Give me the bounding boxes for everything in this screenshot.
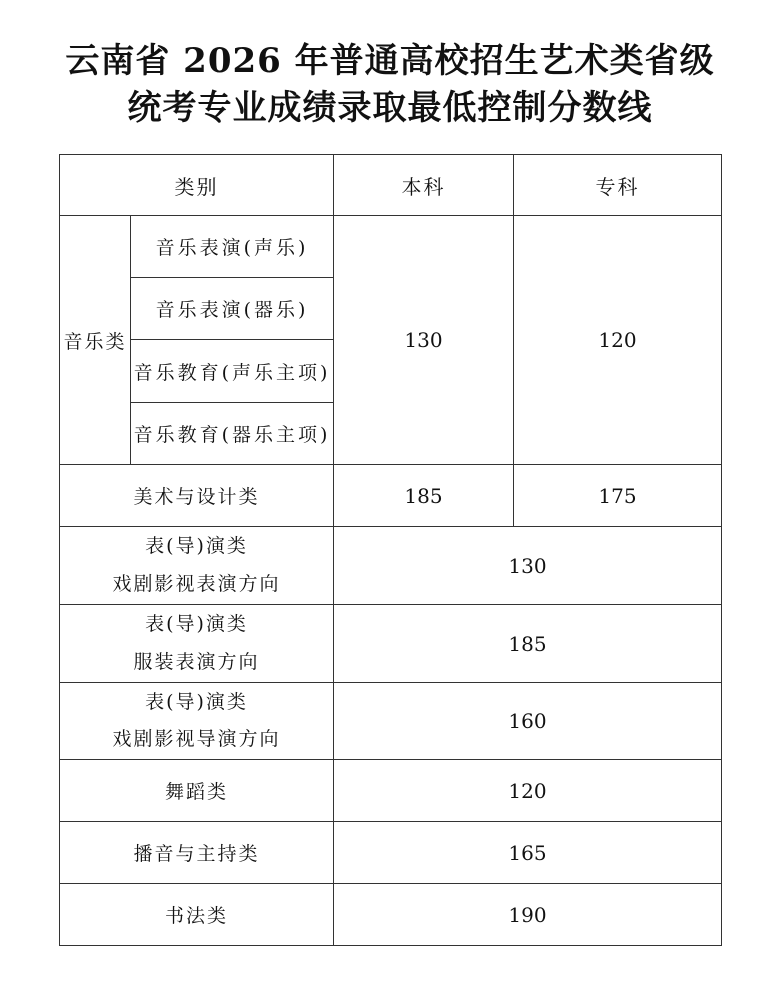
music-subcategory: 音乐表演(声乐) <box>131 216 334 278</box>
score-cell: 190 <box>334 884 722 946</box>
table-row <box>60 465 722 527</box>
header-undergrad: 本科 <box>334 155 514 216</box>
page-title-line-1: 云南省 2026 年普通高校招生艺术类省级 <box>65 41 715 81</box>
fine-arts-college-score: 175 <box>514 465 722 527</box>
table-header-row <box>60 155 722 216</box>
score-table <box>59 154 722 946</box>
music-subcategory: 音乐教育(声乐主项) <box>131 340 334 403</box>
table-row <box>60 605 722 683</box>
score-cell: 120 <box>334 760 722 822</box>
music-college-score: 120 <box>514 216 722 465</box>
music-category-label: 音乐类 <box>60 216 131 465</box>
music-subcategory: 音乐表演(器乐) <box>131 278 334 340</box>
table-row <box>60 216 722 278</box>
category-cell: 播音与主持类 <box>60 822 334 884</box>
music-subcategory: 音乐教育(器乐主项) <box>131 403 334 465</box>
category-direction: 服装表演方向 <box>133 650 260 673</box>
category-cell: 舞蹈类 <box>60 760 334 822</box>
category-direction: 戏剧影视表演方向 <box>112 572 281 595</box>
category-line: 表(导)演类 <box>145 690 248 713</box>
category-cell <box>60 605 334 683</box>
fine-arts-label: 美术与设计类 <box>60 465 334 527</box>
category-cell <box>60 527 334 605</box>
score-cell: 165 <box>334 822 722 884</box>
category-line: 表(导)演类 <box>145 535 248 558</box>
header-category: 类别 <box>60 155 334 216</box>
header-college: 专科 <box>514 155 722 216</box>
table-row <box>60 683 722 760</box>
table-row <box>60 527 722 605</box>
table-row <box>60 822 722 884</box>
score-cell: 185 <box>334 605 722 683</box>
table-row <box>60 884 722 946</box>
score-cell: 160 <box>334 683 722 760</box>
table-row <box>60 760 722 822</box>
category-direction: 戏剧影视导演方向 <box>112 728 281 750</box>
category-cell: 书法类 <box>60 884 334 946</box>
fine-arts-undergrad-score: 185 <box>334 465 514 527</box>
page-title-line-2: 统考专业成绩录取最低控制分数线 <box>127 88 653 128</box>
category-line: 表(导)演类 <box>145 613 248 636</box>
score-cell: 130 <box>334 527 722 605</box>
category-cell <box>60 683 334 760</box>
music-undergrad-score: 130 <box>334 216 514 465</box>
